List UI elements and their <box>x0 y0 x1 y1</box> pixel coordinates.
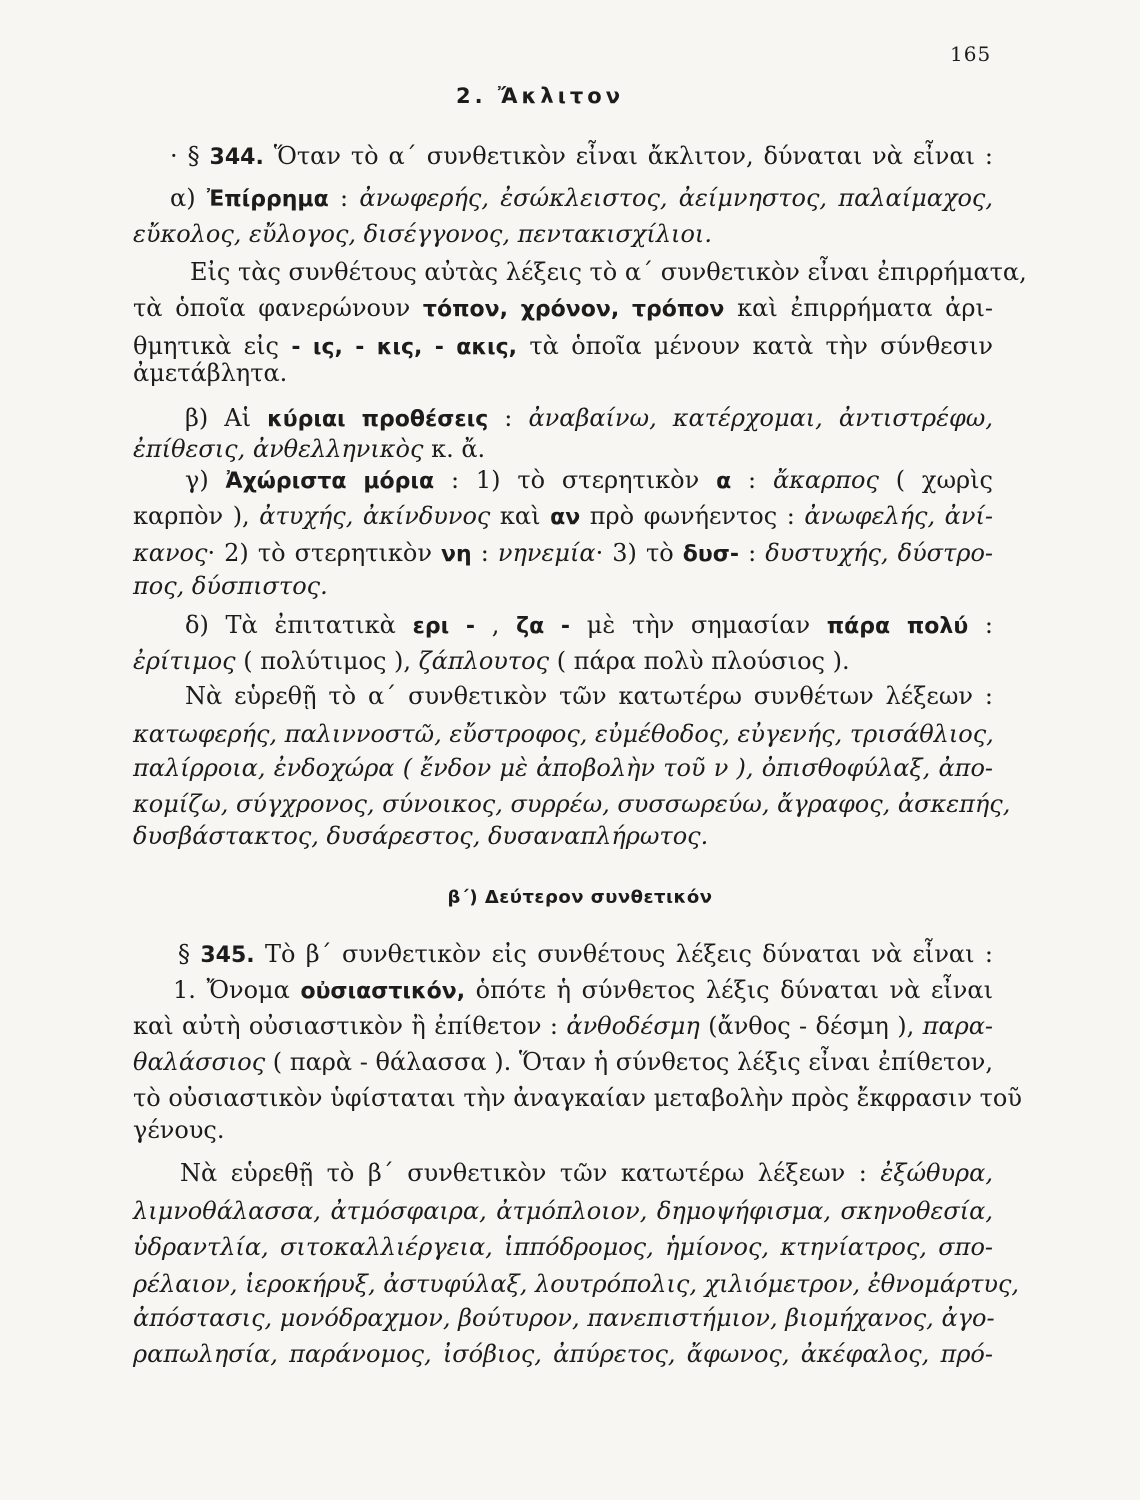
text-run: κ. ἄ. <box>423 435 486 463</box>
italic-example: ἀτυχής, ἀκίνδυνος <box>259 502 491 530</box>
text-line <box>178 938 993 972</box>
text-line <box>170 182 993 216</box>
text-run: ( χωρὶς <box>878 466 994 494</box>
text-line <box>185 609 993 643</box>
text-line <box>185 464 993 498</box>
text-run: Τὸ β΄ συνθετικὸν εἰς συνθέτους λέξεις δύναται νὰ εἶναι : <box>254 940 993 968</box>
italic-example: ραπωλησία, παράνομος, ἰσόβιος, ἀπύρετος, ἄφωνος, ἀκέφαλος, πρό- <box>133 1340 993 1368</box>
text-line <box>133 820 993 852</box>
text-line <box>190 256 1027 288</box>
italic-example: νηνεμία <box>497 539 596 567</box>
text-run: · 2) τὸ στερητικὸν <box>207 539 442 567</box>
text-line <box>133 1268 1020 1300</box>
text-run: : <box>471 539 498 567</box>
text-line <box>185 680 993 712</box>
text-run: α) <box>170 184 207 212</box>
text-line <box>133 1010 993 1042</box>
italic-example: ἀνθοδέσμη <box>566 1012 700 1040</box>
bold-term: Ἐπίρρημα <box>206 187 329 212</box>
text-run: Νὰ εὑρεθῇ τὸ β΄ συνθετικὸν τῶν κατωτέρω λέξεων : <box>180 1159 881 1187</box>
text-line <box>133 788 1011 820</box>
bold-term: τόπον, χρόνον, τρόπον <box>422 297 725 322</box>
bold-term: ζα - <box>516 614 571 639</box>
text-run: τὰ ὁποῖα φανερώνουν <box>133 294 423 322</box>
text-line <box>133 433 993 465</box>
italic-example: κατωφερής, παλιννοστῶ, εὔστροφος, εὐμέθοδος, εὐγενής, τρισάθλιος, <box>133 720 994 748</box>
text-run: , <box>475 611 517 639</box>
subsection-heading: β΄) Δεύτερον συνθετικόν <box>447 887 713 908</box>
bold-term: οὐσιαστικόν, <box>300 979 466 1004</box>
bold-term: ερι - <box>412 614 476 639</box>
text-run: · § <box>170 142 210 170</box>
text-line <box>185 402 993 436</box>
text-run: § <box>178 940 201 968</box>
text-run: γ) <box>185 466 226 494</box>
page-number: 165 <box>950 42 992 66</box>
text-line <box>133 537 993 571</box>
italic-example: δυσβάστακτος, δυσάρεστος, δυσαναπλήρωτος. <box>133 822 709 850</box>
text-run: : <box>328 184 360 212</box>
text-run: β) Αἱ <box>185 404 268 432</box>
text-line <box>133 500 993 534</box>
text-run: : <box>731 466 773 494</box>
text-run: : <box>739 539 766 567</box>
text-run: τὰ ὁποῖα μένουν κατὰ τὴν σύνθεσιν <box>517 332 993 360</box>
italic-example: ἀπόστασις, μονόδραχμον, βούτυρον, πανεπιστήμιον, βιομήχανος, ἀγο- <box>133 1304 995 1332</box>
text-line <box>133 718 993 750</box>
bold-term: κύριαι προθέσεις <box>267 407 489 432</box>
text-run: ὁπότε ἡ σύνθετος λέξις δύναται νὰ εἶναι <box>465 976 993 1004</box>
text-line <box>133 1046 993 1078</box>
text-line <box>133 645 993 677</box>
bold-term: αν <box>550 505 581 530</box>
text-line <box>133 1231 993 1263</box>
text-run: ( παρὰ - θάλασσα ). Ὅταν ἡ σύνθετος λέξις εἶναι ἐπίθετον, <box>265 1048 993 1076</box>
text-line <box>133 218 993 250</box>
text-run: δ) Τὰ ἐπιτατικὰ <box>185 611 413 639</box>
text-run: : <box>488 404 529 432</box>
italic-example: λιμνοθάλασσα, ἀτμόσφαιρα, ἀτμόπλοιον, δημοψήφισμα, σκηνοθεσία, <box>133 1197 993 1225</box>
italic-example: ἐξώθυρα, <box>880 1159 993 1187</box>
text-run: θμητικὰ εἰς <box>133 332 292 360</box>
bold-term: 344. <box>209 145 264 170</box>
text-line <box>133 1114 993 1146</box>
text-run: πρὸ φωνήεντος : <box>580 502 805 530</box>
bold-term: πάρα πολύ <box>826 614 969 639</box>
italic-example: ἐπίθεσις, ἀνθελληνικὸς <box>133 435 424 463</box>
text-run: · 3) τὸ <box>595 539 683 567</box>
text-run: ἀμετάβλητα. <box>133 359 288 387</box>
bold-term: νη <box>441 542 472 567</box>
text-run: καὶ ἐπιρρήματα ἀρι- <box>724 294 993 322</box>
text-line <box>180 1157 993 1189</box>
text-run: μὲ τὴν σημασίαν <box>570 611 827 639</box>
italic-example: θαλάσσιος <box>133 1048 266 1076</box>
text-line <box>170 140 993 174</box>
italic-example: ρέλαιον, ἱεροκήρυξ, ἀστυφύλαξ, λουτρόπολις, χιλιόμετρον, ἐθνομάρτυς, <box>133 1270 1020 1298</box>
italic-example: ἀνωφελής, ἀνί- <box>804 502 993 530</box>
text-line <box>133 292 993 326</box>
text-line <box>133 752 993 784</box>
text-run: καὶ αὐτὴ οὐσιαστικὸν ἢ ἐπίθετον : <box>133 1012 567 1040</box>
text-run: τὸ οὐσιαστικὸν ὑφίσταται τὴν ἀναγκαίαν μεταβολὴν πρὸς ἔκφρασιν τοῦ <box>133 1084 1022 1112</box>
text-run: Νὰ εὑρεθῇ τὸ α΄ συνθετικὸν τῶν κατωτέρω συνθέτων λέξεων : <box>185 682 993 710</box>
bold-term: δυσ- <box>682 542 740 567</box>
italic-example: κανος <box>133 539 208 567</box>
text-run: (ἄνθος - δέσμη ), <box>699 1012 923 1040</box>
italic-example: ἄκαρπος <box>772 466 879 494</box>
bold-term: - ις, - κις, - ακις, <box>291 335 518 360</box>
text-run: γένους. <box>133 1116 225 1144</box>
italic-example: ὑδραντλία, σιτοκαλλιέργεια, ἱππόδρομος, ἡμίονος, κτηνίατρος, σπο- <box>133 1233 993 1261</box>
text-run: ( πάρα πολὺ πλούσιος ). <box>549 647 850 675</box>
italic-example: εὔκολος, εὔλογος, δισέγγονος, πεντακισχίλιοι. <box>133 220 712 248</box>
italic-example: ζάπλουτος <box>418 647 550 675</box>
italic-example: ἀναβαίνω, κατέρχομαι, ἀντιστρέφω, <box>528 404 993 432</box>
italic-example: παλίρροια, ἐνδοχώρα ( ἔνδον μὲ ἀποβολὴν τοῦ ν ), ὀπισθοφύλαξ, ἀπο- <box>133 754 993 782</box>
italic-example: ἀνωφερής, ἐσώκλειστος, ἀείμνηστος, παλαίμαχος, <box>359 184 993 212</box>
italic-example: δυστυχής, δύστρο- <box>765 539 994 567</box>
italic-example: κομίζω, σύγχρονος, σύνοικος, συρρέω, συσσωρεύω, ἄγραφος, ἀσκεπής, <box>133 790 1011 818</box>
italic-example: ἐρίτιμος <box>133 647 236 675</box>
section-heading: 2. Ἄκλιτον <box>455 84 625 108</box>
bold-term: α <box>716 469 732 494</box>
italic-example: παρα- <box>922 1012 994 1040</box>
bold-term: 345. <box>200 943 255 968</box>
text-line <box>133 1082 1022 1114</box>
text-run: καὶ <box>490 502 551 530</box>
text-line <box>133 1195 993 1227</box>
text-run: : <box>968 611 993 639</box>
bold-term: Ἀχώριστα μόρια <box>225 469 435 494</box>
text-run: Ὅταν τὸ α΄ συνθετικὸν εἶναι ἄκλιτον, δύναται νὰ εἶναι : <box>263 142 993 170</box>
text-run: Εἰς τὰς συνθέτους αὐτὰς λέξεις τὸ α΄ συνθετικὸν εἶναι ἐπιρρήματα, <box>190 258 1027 286</box>
text-line <box>133 1302 993 1334</box>
text-run: καρπὸν ), <box>133 502 260 530</box>
text-run: : 1) τὸ στερητικὸν <box>434 466 717 494</box>
text-line <box>133 1338 993 1370</box>
italic-example: πος, δύσπιστος. <box>133 572 328 600</box>
text-line <box>133 570 993 602</box>
text-run: 1. Ὄνομα <box>173 976 301 1004</box>
text-run: ( πολύτιμος ), <box>235 647 419 675</box>
text-line <box>133 357 993 389</box>
text-line <box>173 974 993 1008</box>
